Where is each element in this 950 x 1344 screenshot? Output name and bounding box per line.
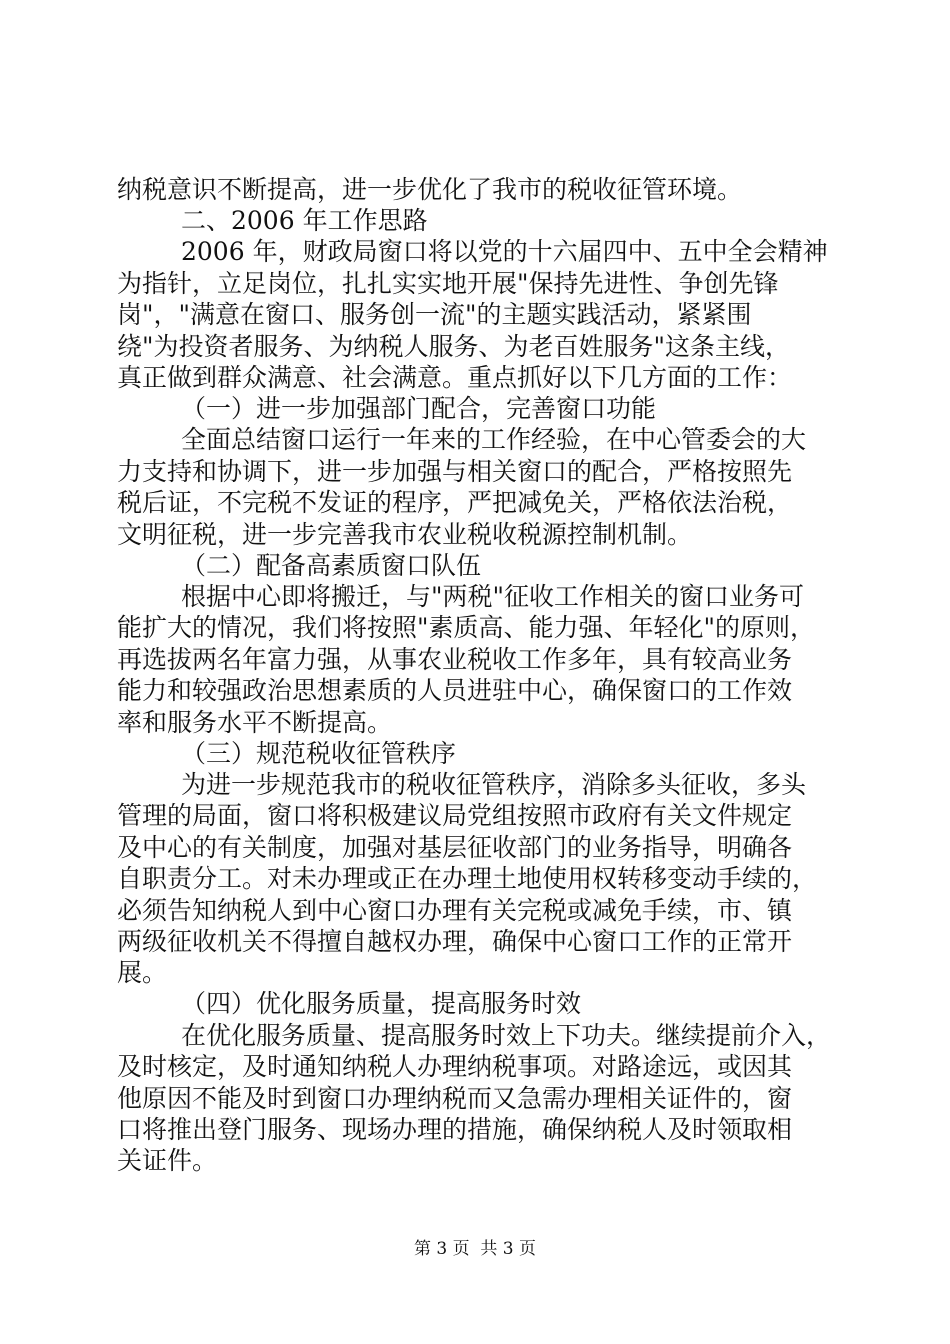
body-line: 两级征收机关不得擅自越权办理，确保中心窗口工作的正常开: [117, 927, 793, 956]
page-footer: 第 3 页 共 3 页: [413, 1239, 537, 1259]
body-line: 口将推出登门服务、现场办理的措施，确保纳税人及时领取相: [117, 1115, 793, 1144]
subsection-heading: （二）配备高素质窗口队伍: [181, 551, 482, 580]
subsection-heading: （一）进一步加强部门配合，完善窗口功能: [181, 394, 657, 423]
body-line: 率和服务水平不断提高。: [117, 708, 393, 737]
body-line: 再选拔两名年富力强，从事农业税收工作多年，具有较高业务: [117, 645, 793, 674]
subsection-heading: （三）规范税收征管秩序: [181, 739, 457, 768]
body-line: 关证件。: [117, 1146, 218, 1175]
body-line: 税后证，不完税不发证的程序，严把减免关，严格依法治税，: [117, 488, 793, 517]
body-line: 岗"，"满意在窗口、服务创一流"的主题实践活动，紧紧围: [117, 300, 752, 329]
body-line: 及中心的有关制度，加强对基层征收部门的业务指导，明确各: [117, 833, 793, 862]
body-line: 全面总结窗口运行一年来的工作经验，在中心管委会的大: [181, 425, 807, 454]
body-line: 管理的局面，窗口将积极建议局党组按照市政府有关文件规定: [117, 801, 793, 830]
body-line: 文明征税，进一步完善我市农业税收税源控制机制。: [117, 520, 693, 549]
body-line: 在优化服务质量、提高服务时效上下功夫。继续提前介入，: [181, 1021, 832, 1050]
body-line: 自职责分工。对未办理或正在办理土地使用权转移变动手续的，: [117, 864, 818, 893]
body-line: 2006 年，财政局窗口将以党的十六届四中、五中全会精神: [181, 237, 828, 266]
body-line: 纳税意识不断提高，进一步优化了我市的税收征管环境。: [117, 175, 743, 204]
body-line: 能扩大的情况，我们将按照"素质高、能力强、年轻化"的原则，: [117, 613, 816, 642]
body-line: 能力和较强政治思想素质的人员进驻中心，确保窗口的工作效: [117, 676, 793, 705]
body-line: 绕"为投资者服务、为纳税人服务、为老百姓服务"这条主线，: [117, 332, 791, 361]
body-line: 必须告知纳税人到中心窗口办理有关完税或减免手续，市、镇: [117, 896, 793, 925]
section-heading: 二、2006 年工作思路: [181, 206, 428, 235]
body-line: 真正做到群众满意、社会满意。重点抓好以下几方面的工作：: [117, 363, 793, 392]
body-line: 为指针，立足岗位，扎扎实实地开展"保持先进性、争创先锋: [117, 269, 779, 298]
body-line: 力支持和协调下，进一步加强与相关窗口的配合，严格按照先: [117, 457, 793, 486]
body-line: 为进一步规范我市的税收征管秩序，消除多头征收，多头: [181, 770, 807, 799]
body-line: 及时核定，及时通知纳税人办理纳税事项。对路途远，或因其: [117, 1052, 793, 1081]
body-line: 根据中心即将搬迁，与"两税"征收工作相关的窗口业务可: [181, 582, 805, 611]
subsection-heading: （四）优化服务质量，提高服务时效: [181, 989, 582, 1018]
body-line: 他原因不能及时到窗口办理纳税而又急需办理相关证件的，窗: [117, 1084, 793, 1113]
body-line: 展。: [117, 958, 168, 987]
